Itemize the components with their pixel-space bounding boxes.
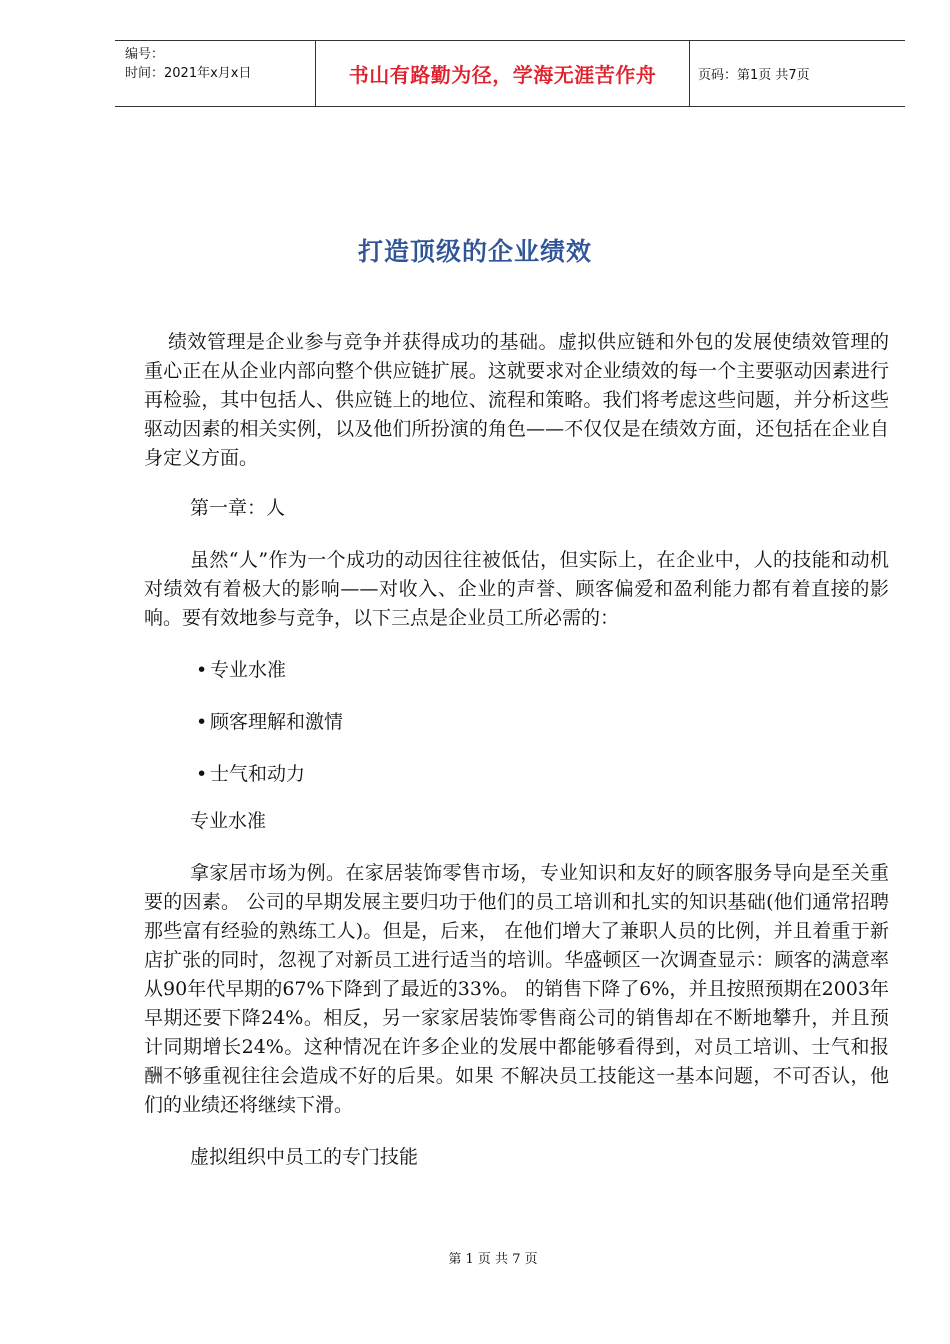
page-header xyxy=(115,40,905,107)
time-label: 时间：2021年x月x日 xyxy=(125,66,252,81)
chapter-heading: 第一章：人 xyxy=(190,497,286,519)
bullet-item xyxy=(144,656,889,685)
bullet-text: 专业水准 xyxy=(210,659,287,681)
subheading-virtual-skills: 虚拟组织中员工的专门技能 xyxy=(190,1146,419,1168)
bullet-text: 顾客理解和激情 xyxy=(210,711,344,733)
header-motto: 书山有路勤为径，学海无涯苦作舟 xyxy=(348,63,657,87)
number-label: 编号： xyxy=(125,47,165,62)
document-body xyxy=(144,328,889,1172)
header-page-info xyxy=(690,41,905,106)
bullet-dot: • xyxy=(196,763,208,785)
bullet-text: 士气和动力 xyxy=(210,763,306,785)
subheading-professional: 专业水准 xyxy=(190,810,267,832)
document-title: 打造顶级的企业绩效 xyxy=(357,237,592,266)
page-footer: 第 1 页 共 7 页 xyxy=(448,1252,538,1267)
home-market-paragraph: 拿家居市场为例。在家居装饰零售市场，专业知识和友好的顾客服务导向是至关重要的因素。 公司的早期发展主要归功于他们的员工培训和扎实的知识基础(他们通常招聘那些富有经验的熟练工人)。但是，后来， 在他们增大了兼职人员的比例，并且着重于新店扩张的同时，忽视了对新员工进行适当的培训。华盛顿区一次调查显示：顾客的满意率从90年代早期的67%下降到了最近的33%。 的销售下降了6%，并且按照预期在2003年早期还要下降24%。相反，另一家家居装饰零售商公司的销售却在不断地攀升，并且预计同期增长24%。这种情况在许多企业的发展中都能够看得到，对员工培训、士气和报酬不够重视往往会造成不好的后果。如果 不解决员工技能这一基本问题，不可否认，他们的业绩还将继续下滑。 xyxy=(144,862,889,1116)
people-paragraph: 虽然“人”作为一个成功的动因往往被低估，但实际上，在企业中，人的技能和动机对绩效有着极大的影响——对收入、企业的声誉、顾客偏爱和盈利能力都有着直接的影响。要有效地参与竞争，以下三点是企业员工所必需的： xyxy=(144,549,889,629)
bullet-item xyxy=(144,760,889,789)
header-motto-cell xyxy=(316,41,690,106)
intro-paragraph: 绩效管理是企业参与竞争并获得成功的基础。虚拟供应链和外包的发展使绩效管理的重心正在从企业内部向整个供应链扩展。这就要求对企业绩效的每一个主要驱动因素进行再检验，其中包括人、供应链上的地位、流程和策略。我们将考虑这些问题，并分析这些驱动因素的相关实例，以及他们所扮演的角色——不仅仅是在绩效方面，还包括在企业自身定义方面。 xyxy=(144,331,889,469)
bullet-item xyxy=(144,708,889,737)
header-meta xyxy=(115,41,316,106)
page-info-text: 页码：第1页 共7页 xyxy=(698,68,810,83)
bullet-dot: • xyxy=(196,711,208,733)
bullet-dot: • xyxy=(196,659,208,681)
